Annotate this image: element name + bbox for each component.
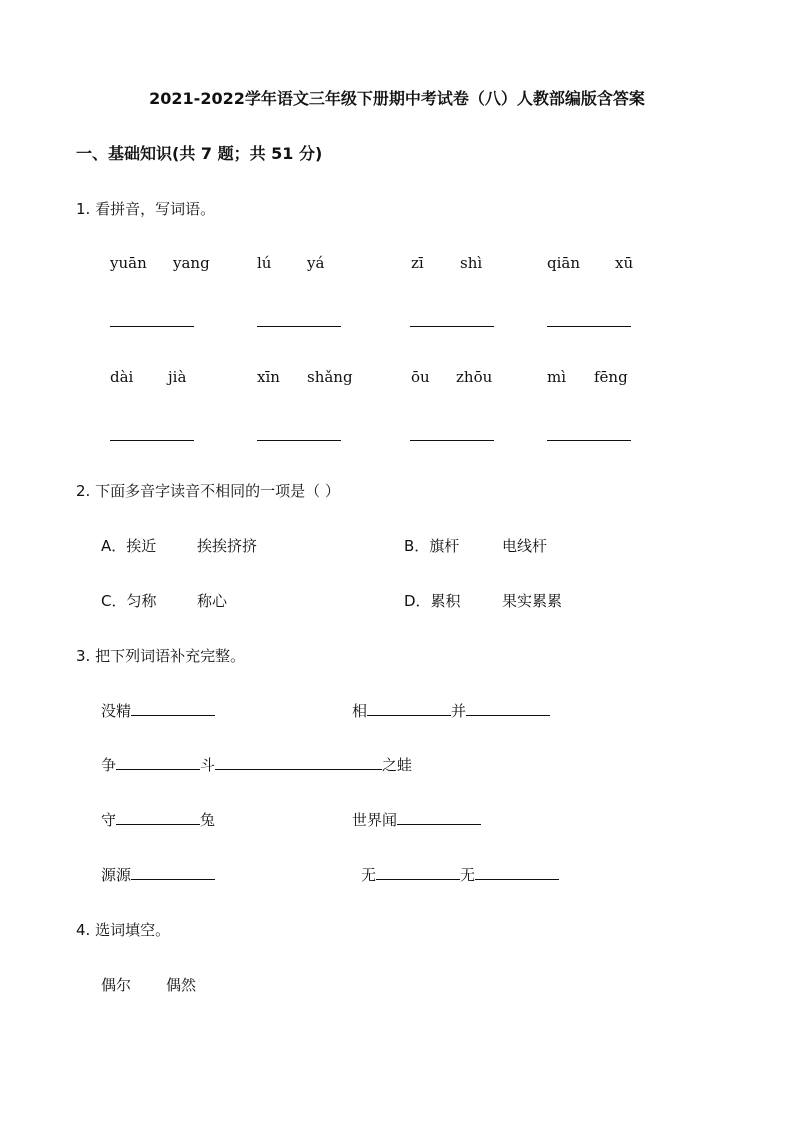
option-c-text: 称心: [197, 592, 228, 610]
question-4-prompt: 4. 选词填空。: [76, 921, 171, 939]
idiom-blank[interactable]: [397, 823, 481, 825]
pinyin-6a: xīn: [257, 368, 280, 386]
idiom-fill-2: [352, 700, 550, 721]
pinyin-2a: lú: [257, 254, 272, 272]
idiom-text: 无: [460, 866, 476, 884]
idiom-text: 没精: [101, 702, 132, 720]
idiom-blank[interactable]: [131, 714, 215, 716]
option-d-text: 果实累累: [502, 592, 563, 610]
idiom-fill-6: [101, 864, 215, 885]
pinyin-1b: yang: [173, 254, 210, 272]
pinyin-5b: jià: [168, 368, 187, 386]
idiom-text: 兔: [200, 811, 216, 829]
idiom-fill-1: [101, 700, 215, 721]
answer-blank[interactable]: [257, 326, 341, 327]
pinyin-7b: zhōu: [456, 368, 493, 386]
page-title: 2021-2022学年语文三年级下册期中考试卷（八）人教部编版含答案: [149, 89, 645, 108]
answer-blank[interactable]: [410, 440, 494, 441]
pinyin-2b: yá: [307, 254, 325, 272]
pinyin-4b: xū: [615, 254, 634, 272]
idiom-blank[interactable]: [376, 878, 460, 880]
idiom-blank[interactable]: [367, 714, 451, 716]
idiom-blank[interactable]: [466, 714, 550, 716]
idiom-text: 之蛙: [382, 756, 413, 774]
section-heading: 一、基础知识(共 7 题；共 51 分): [76, 144, 323, 163]
word-choice-2: 偶然: [166, 976, 197, 994]
pinyin-1a: yuān: [110, 254, 147, 272]
idiom-text: 相: [352, 702, 368, 720]
answer-blank[interactable]: [110, 440, 194, 441]
idiom-fill-3: [101, 754, 412, 775]
idiom-text: 守: [101, 811, 117, 829]
option-d-label[interactable]: D．累积: [404, 592, 461, 610]
idiom-fill-4: [101, 809, 215, 830]
pinyin-8a: mì: [547, 368, 567, 386]
answer-blank[interactable]: [547, 326, 631, 327]
pinyin-4a: qiān: [547, 254, 581, 272]
idiom-blank[interactable]: [215, 768, 382, 770]
idiom-text: 源源: [101, 866, 132, 884]
option-a-text: 挨挨挤挤: [197, 537, 258, 555]
answer-blank[interactable]: [547, 440, 631, 441]
question-1-prompt: 1. 看拼音，写词语。: [76, 200, 216, 218]
option-a-label[interactable]: A．挨近: [101, 537, 157, 555]
idiom-text: 无: [361, 866, 377, 884]
pinyin-6b: shǎng: [307, 368, 353, 386]
idiom-blank[interactable]: [475, 878, 559, 880]
word-choice-1: 偶尔: [101, 976, 132, 994]
idiom-text: 争: [101, 756, 117, 774]
idiom-blank[interactable]: [131, 878, 215, 880]
answer-blank[interactable]: [257, 440, 341, 441]
idiom-text: 并: [451, 702, 467, 720]
answer-blank[interactable]: [410, 326, 494, 327]
idiom-text: 斗: [200, 756, 216, 774]
pinyin-3b: shì: [460, 254, 483, 272]
idiom-blank[interactable]: [116, 768, 200, 770]
pinyin-8b: fēng: [594, 368, 628, 386]
pinyin-3a: zī: [411, 254, 424, 272]
idiom-fill-5: [352, 809, 481, 830]
idiom-text: 世界闻: [352, 811, 398, 829]
answer-blank[interactable]: [110, 326, 194, 327]
idiom-fill-7: [361, 864, 559, 885]
option-b-label[interactable]: B．旗杆: [404, 537, 460, 555]
option-c-label[interactable]: C．匀称: [101, 592, 157, 610]
question-2-prompt: 2. 下面多音字读音不相同的一项是（ ）: [76, 482, 340, 500]
pinyin-5a: dài: [110, 368, 134, 386]
question-3-prompt: 3. 把下列词语补充完整。: [76, 647, 246, 665]
idiom-blank[interactable]: [116, 823, 200, 825]
pinyin-7a: ōu: [411, 368, 430, 386]
option-b-text: 电线杆: [502, 537, 548, 555]
